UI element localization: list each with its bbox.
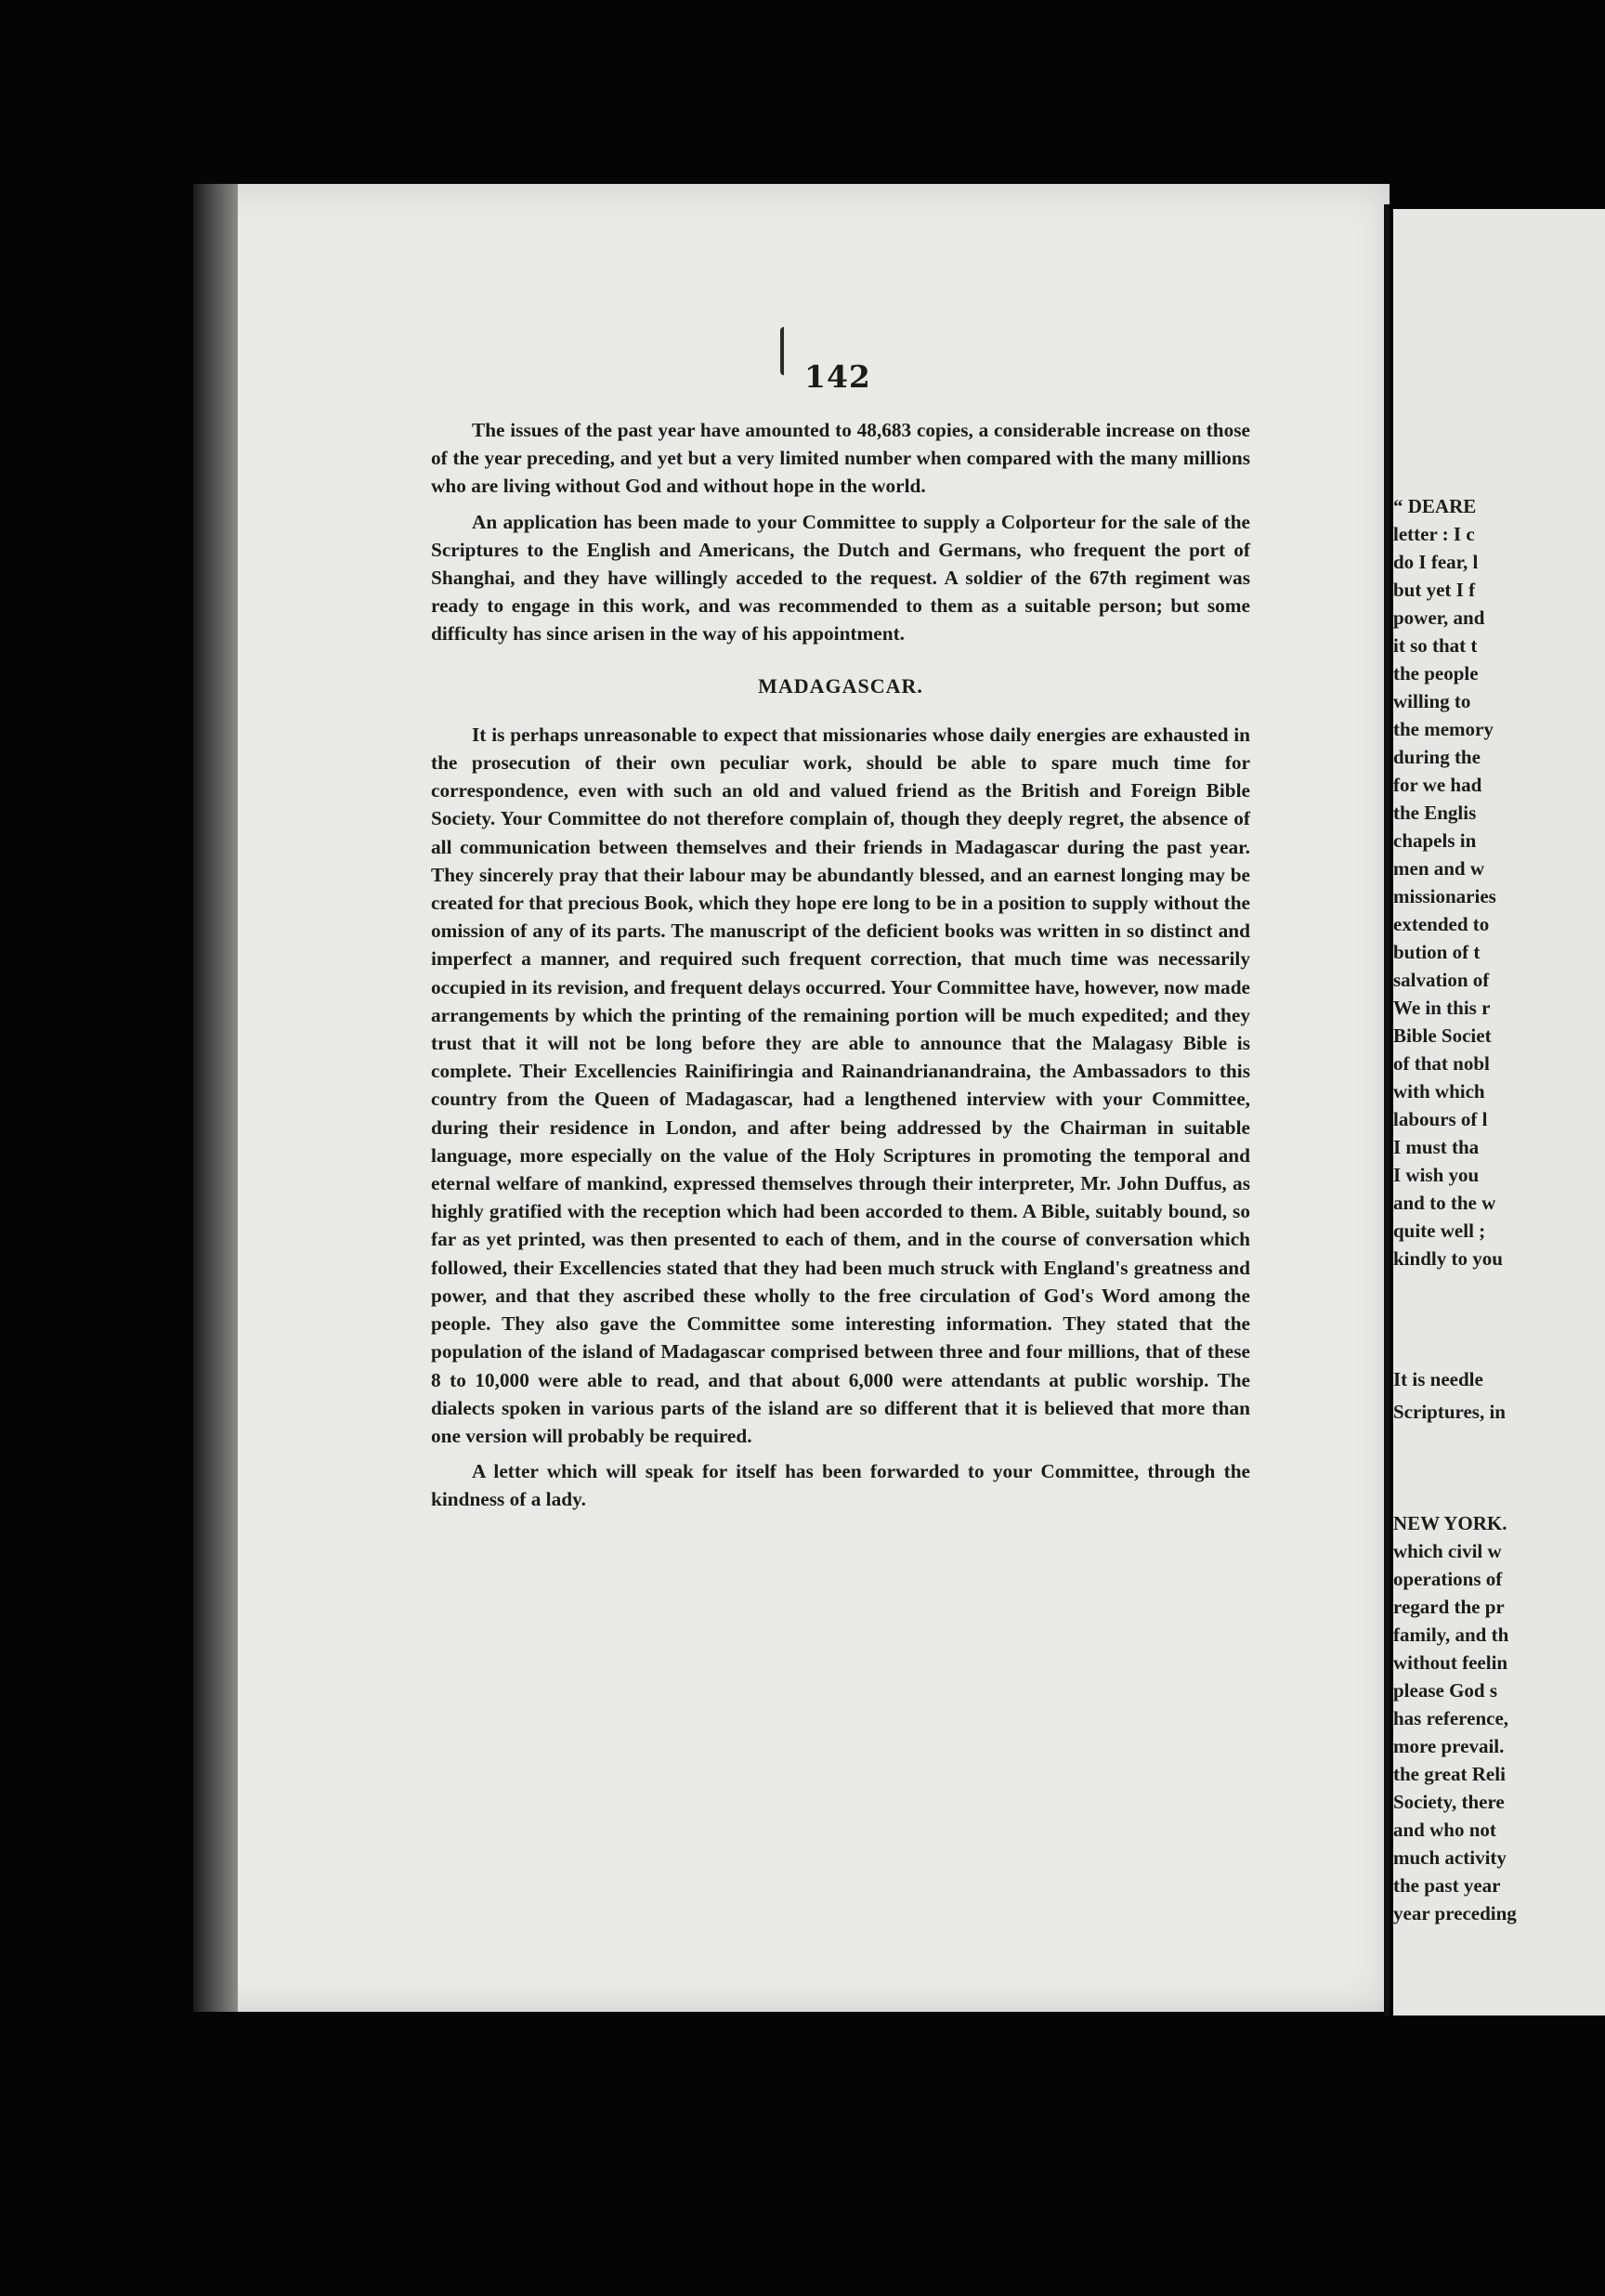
right-line: power, and [1393,607,1485,629]
paragraph-colporteur: An application has been made to your Committee to supply a Colporteur for the sale of the Scriptures to the English and Americans, the Dutch and Germans, who frequent the port of Shanghai, and they have willingly acceded to the request. A soldier of the 67th regiment was ready to engage in this work, and was recommended to them as a suitable person; but some difficulty has since arisen in the way of his appointment. [431,510,1250,646]
paragraph-madagascar: It is perhaps unreasonable to expect that missionaries whose daily energies are exhausted in the prosecution of their own peculiar work, should be able to spare much time for correspondence, even with such an old and valued friend as the British and Foreign Bible Society. Your Committee do not therefore complain of, though they deeply regret, the absence of all communication between themselves and their friends in Madagascar during the past year. They sincerely pray that their labour may be abundantly blessed, and an earnest longing may be created for that precious Book, which they hope ere long to be in a position to supply without the omission of any of its parts. The manuscript of the deficient books was written in so distinct and imperfect a manner, and required such frequent correction, that much time was necessarily occupied in its revision, and frequent delays occurred. Your Committee have, however, now made arrangements by which the printing of the remaining portion will be much expedited; and they trust that it will not be long before they are able to announce that the Malagasy Bible is complete. Their Excellencies Rainifiringia and Rainandrianandraina, the Ambassadors to this country from the Queen of Madagascar, had a lengthened interview with your Committee, during their residence in London, and after being addressed by the Chairman in suitable language, more especially on the value of the Holy Scriptures in promoting the temporal and eternal welfare of mankind, expressed themselves through their interpreter, Mr. John Duffus, as highly gratified with the reception which had been accorded to them. A Bible, suitably bound, so far as yet printed, was then presented to each of them, and in the course of conversation which followed, their Excellencies stated that they had been much struck with England's greatness and power, and that they ascribed these wholly to the free circulation of God's Word among the people. They also gave the Committee some interesting information. They stated that the population of the island of Madagascar comprised between three and four millions, that of these 8 to 10,000 were able to read, and that about 6,000 were attendants at public worship. The dialects spoken in various parts of the island are so different that it is believed that more than one version will probably be required. [431,723,1250,1447]
right-line: it so that t [1393,634,1478,657]
right-line: with which [1393,1080,1485,1102]
right-line: more prevail. [1393,1735,1505,1757]
right-line: Bible Societ [1393,1024,1492,1047]
right-line: which civil w [1393,1540,1502,1562]
right-line: kindly to you [1393,1247,1503,1270]
right-line: I must tha [1393,1136,1480,1158]
right-page [1393,209,1605,2016]
page-number: 142 [804,359,871,395]
right-line: letter : I c [1393,523,1475,545]
section-heading-madagascar: MADAGASCAR. [758,673,923,698]
right-line: chapels in [1393,829,1477,852]
right-line: of that nobl [1393,1052,1490,1075]
right-line: please God s [1393,1679,1498,1702]
right-line: It is needle [1393,1368,1483,1390]
right-line: family, and th [1393,1624,1509,1646]
page-gutter [1384,204,1390,2016]
right-line: much activity [1393,1846,1507,1869]
right-line: regard the pr [1393,1596,1505,1618]
right-line: the Englis [1393,802,1477,824]
right-line: quite well ; [1393,1220,1486,1242]
right-line: has reference, [1393,1707,1509,1729]
right-line: the past year [1393,1874,1501,1897]
right-line: do I fear, l [1393,551,1479,573]
right-line: men and w [1393,857,1485,880]
body-text [431,416,1250,1514]
right-line: the people [1393,662,1479,685]
right-line: I wish you [1393,1164,1480,1186]
right-line: willing to [1393,690,1471,712]
right-line: without feelin [1393,1651,1508,1674]
pencil-mark-icon [780,327,793,375]
right-line: NEW YORK. [1393,1512,1507,1534]
right-line: operations of [1393,1568,1503,1590]
right-line: labours of l [1393,1108,1488,1130]
right-line: and to the w [1393,1192,1496,1214]
right-line: but yet I f [1393,579,1476,601]
right-line: Scriptures, in [1393,1401,1506,1423]
right-line: the great Reli [1393,1763,1506,1785]
book-binding-edge [193,184,238,2012]
right-line: “ DEARE [1393,495,1477,517]
right-line: salvation of [1393,969,1490,991]
right-line: during the [1393,746,1481,768]
paragraph-issues: The issues of the past year have amounted to 48,683 copies, a considerable increase on those of the year preceding, and yet but a very limited number when compared with the many millions who are living without God and without hope in the world. [431,419,1250,498]
right-line: the memory [1393,718,1494,740]
right-line: for we had [1393,774,1482,796]
right-line: year preceding [1393,1902,1517,1924]
right-line: bution of t [1393,941,1481,963]
right-line: Society, there [1393,1791,1505,1813]
paragraph-letter: A letter which will speak for itself has been forwarded to your Committee, through the kindness of a lady. [431,1460,1250,1511]
right-line: and who not [1393,1819,1496,1841]
right-line: extended to [1393,913,1490,935]
right-line: missionaries [1393,885,1496,907]
right-line: We in this r [1393,997,1491,1019]
